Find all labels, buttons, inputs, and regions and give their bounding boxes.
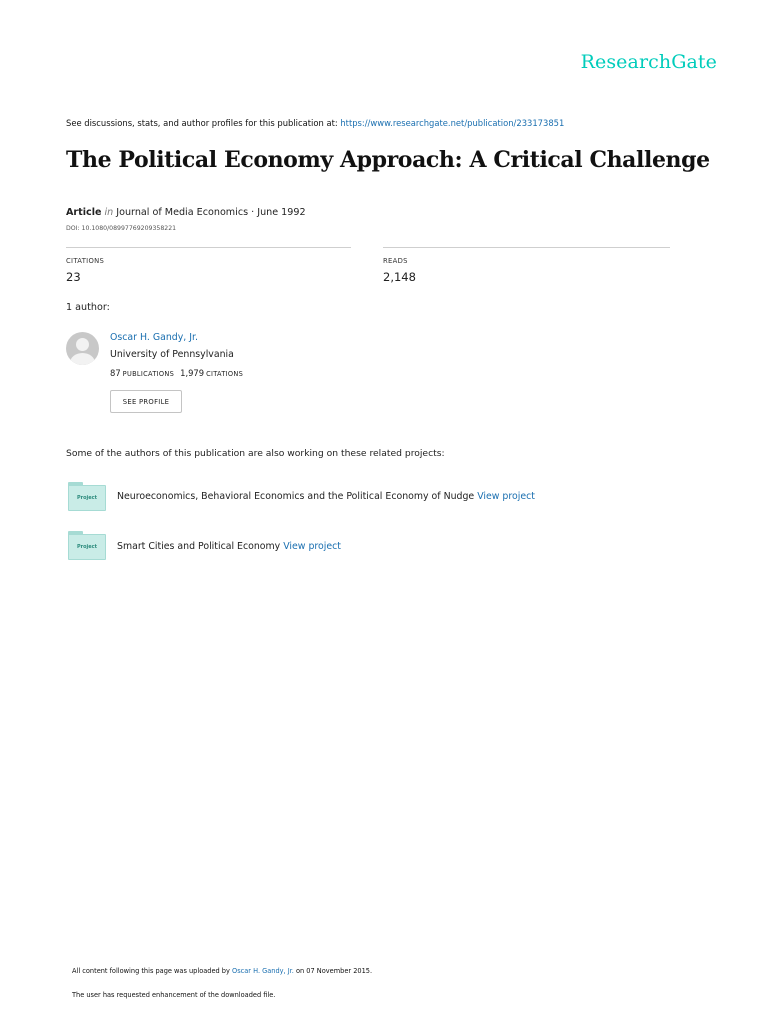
upload-note	[72, 967, 372, 975]
author-stats	[110, 368, 249, 378]
article-meta	[66, 207, 306, 218]
publication-title: The Political Economy Approach: A Critical Challenge	[66, 147, 710, 173]
divider-reads	[383, 247, 670, 248]
folder-body	[68, 485, 106, 511]
project-icon-label: Project	[76, 544, 98, 550]
project-item	[117, 541, 341, 552]
upload-suffix: on 07 November 2015.	[296, 967, 373, 975]
avatar-head-shape	[76, 338, 89, 351]
author-name-link[interactable]: Oscar H. Gandy, Jr.	[110, 332, 198, 343]
project-folder-icon[interactable]	[68, 482, 106, 511]
project-item	[117, 491, 535, 502]
publication-url-link[interactable]: https://www.researchgate.net/publication/233173851	[340, 118, 565, 128]
reads-value: 2,148	[383, 270, 416, 284]
related-projects-heading: Some of the authors of this publication are also working on these related projects:	[66, 448, 445, 459]
view-project-link[interactable]: View project	[283, 541, 341, 552]
citations-value: 23	[66, 270, 81, 284]
author-publications-label: PUBLICATIONS	[122, 370, 175, 378]
article-doi: DOI: 10.1080/08997769209358221	[66, 225, 177, 232]
author-citations-label: CITATIONS	[206, 370, 244, 378]
project-title: Neuroeconomics, Behavioral Economics and the Political Economy of Nudge	[117, 491, 475, 502]
upload-prefix: All content following this page was uploaded by	[72, 967, 230, 975]
author-citations-count: 1,979	[180, 368, 205, 378]
folder-body	[68, 534, 106, 560]
project-folder-icon[interactable]	[68, 531, 106, 560]
avatar-body-shape	[70, 353, 95, 365]
citations-label: CITATIONS	[66, 257, 105, 265]
author-publications-count: 87	[110, 368, 121, 378]
discussions-line	[66, 118, 564, 128]
divider-citations	[66, 247, 351, 248]
project-icon-label: Project	[76, 495, 98, 501]
article-kind: Article	[66, 207, 102, 218]
article-source: Journal of Media Economics · June 1992	[116, 207, 306, 218]
view-project-link[interactable]: View project	[477, 491, 535, 502]
author-avatar[interactable]	[66, 332, 99, 365]
discussions-text: See discussions, stats, and author profiles for this publication at:	[66, 118, 338, 128]
enhancement-note: The user has requested enhancement of the downloaded file.	[72, 991, 276, 999]
article-in-label: in	[104, 207, 114, 218]
project-title: Smart Cities and Political Economy	[117, 541, 281, 552]
author-institution: University of Pennsylvania	[110, 349, 234, 360]
uploader-link[interactable]: Oscar H. Gandy, Jr.	[232, 967, 294, 975]
authors-heading: 1 author:	[66, 302, 110, 313]
researchgate-logo[interactable]: ResearchGate	[580, 51, 717, 73]
reads-label: READS	[383, 257, 408, 265]
see-profile-button[interactable]: SEE PROFILE	[110, 390, 182, 413]
